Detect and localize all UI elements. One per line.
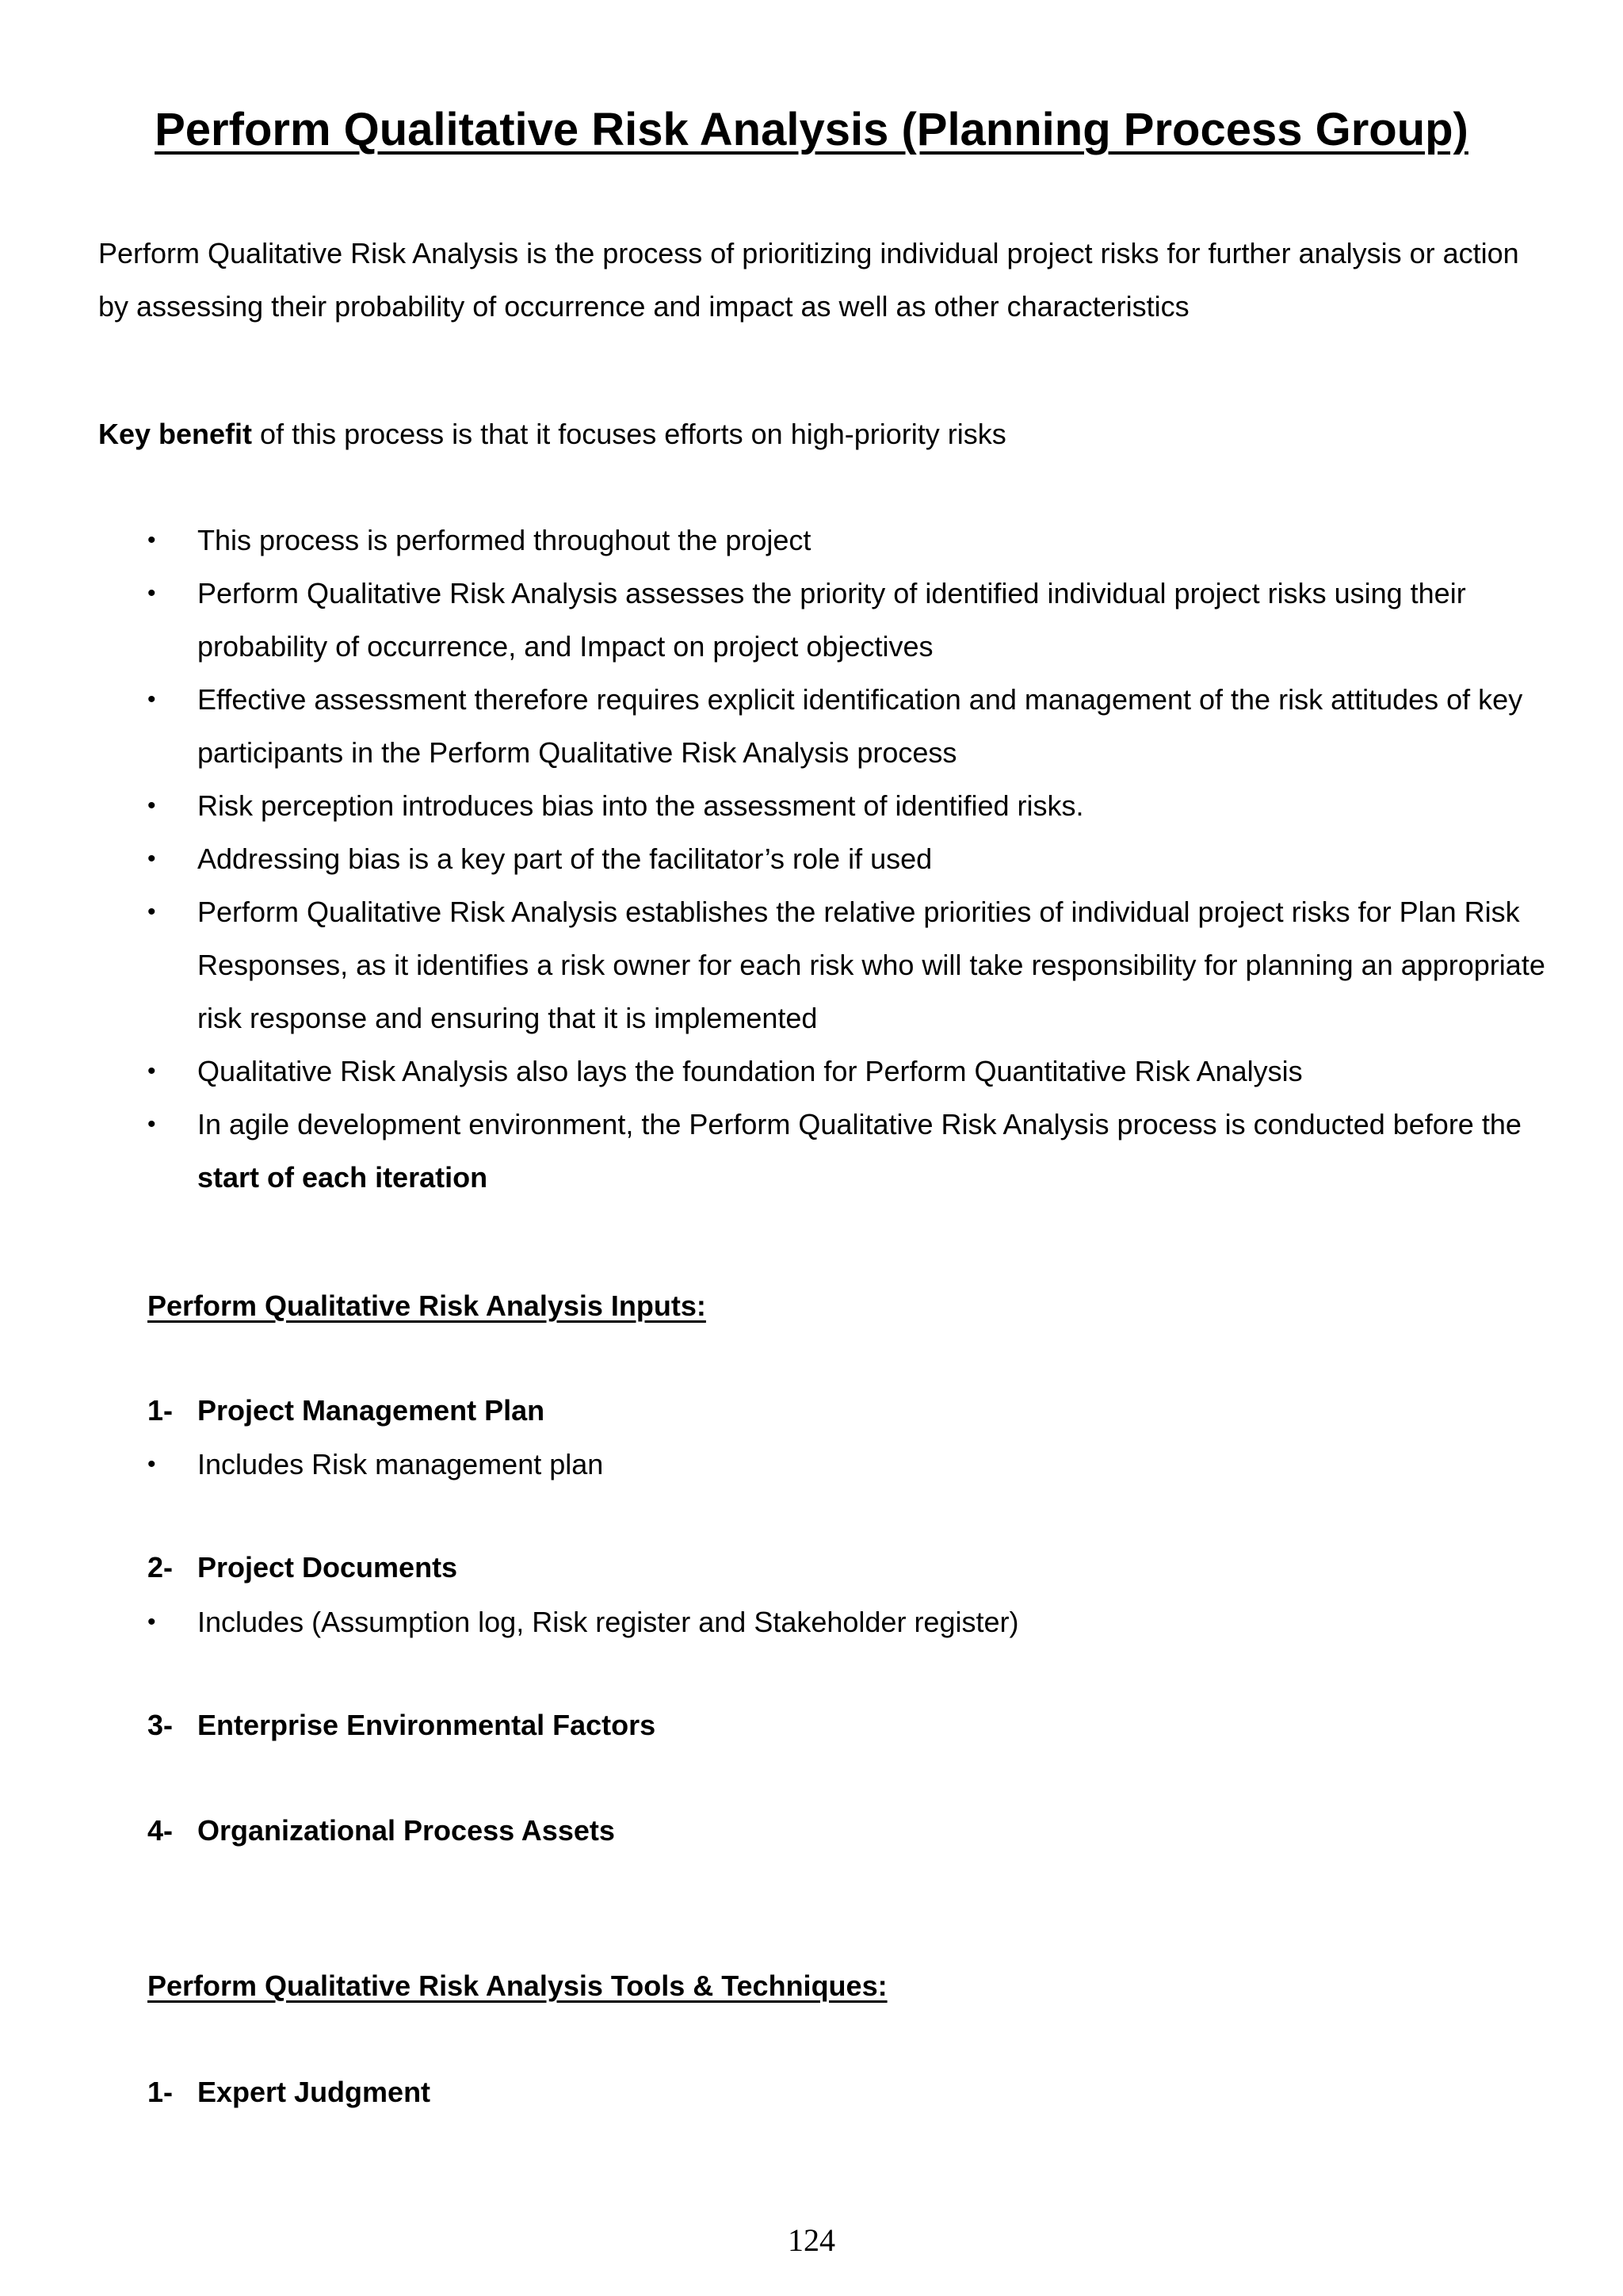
key-benefit-paragraph	[98, 407, 1549, 460]
tool-item-expert-judgment	[147, 2065, 430, 2118]
tool-item-number: 1-	[147, 2076, 174, 2108]
input-item-enterprise-environmental-factors	[147, 1698, 655, 1752]
tools-heading: Perform Qualitative Risk Analysis Tools & Techniques:	[147, 1969, 888, 2002]
input-item-organizational-process-assets	[147, 1804, 615, 1857]
input-item-label: Project Management Plan	[197, 1394, 545, 1427]
bullet-item: • Qualitative Risk Analysis also lays the foundation for Perform Quantitative Risk Analysis	[98, 1045, 1549, 1098]
input-item-label: Project Documents	[197, 1551, 458, 1584]
key-benefit-text: of this process is that it focuses efforts on high-priority risks	[252, 418, 1006, 450]
input-item-label: Enterprise Environmental Factors	[197, 1709, 656, 1741]
input-item-label: Organizational Process Assets	[197, 1814, 615, 1847]
bullet-item: • Risk perception introduces bias into the assessment of identified risks.	[98, 779, 1549, 832]
key-benefit-label: Key benefit	[98, 418, 253, 450]
page-number: 124	[788, 2222, 835, 2258]
input-item-number: 1-	[147, 1394, 174, 1427]
bullet-item: • Perform Qualitative Risk Analysis establishes the relative priorities of individual project risks for Plan Risk Responses, as it identifies a risk owner for each risk who will take responsibility for planning an appropriate risk response and ensuring that it is implemented	[98, 885, 1549, 1045]
input-item-number: 2-	[147, 1551, 174, 1584]
input-sub-bullet: • Includes Risk management plan	[98, 1438, 1549, 1491]
bullet-item-agile	[98, 1098, 1549, 1204]
input-sub-bullet: • Includes (Assumption log, Risk register and Stakeholder register)	[98, 1595, 1549, 1648]
bullet-item: • Perform Qualitative Risk Analysis assesses the priority of identified individual project risks using their probability of occurrence, and Impact on project objectives	[98, 567, 1549, 673]
tool-item-label: Expert Judgment	[197, 2076, 431, 2108]
input-item-project-documents	[147, 1541, 457, 1594]
input-sub-list	[98, 1595, 1549, 1648]
bullet-item: • Addressing bias is a key part of the facilitator’s role if used	[98, 832, 1549, 885]
bullet-item: • Effective assessment therefore requires explicit identification and management of the risk attitudes of key participants in the Perform Qualitative Risk Analysis process	[98, 673, 1549, 779]
input-sub-list	[98, 1438, 1549, 1491]
input-item-project-management-plan	[147, 1384, 544, 1437]
agile-bullet-bold: start of each iteration	[197, 1161, 488, 1194]
page-title: Perform Qualitative Risk Analysis (Planning Process Group)	[155, 104, 1468, 155]
process-bullet-list	[98, 514, 1549, 1204]
bullet-item: • This process is performed throughout the project	[98, 514, 1549, 567]
input-item-number: 4-	[147, 1814, 174, 1847]
inputs-heading: Perform Qualitative Risk Analysis Inputs:	[147, 1289, 706, 1322]
agile-bullet-text: In agile development environment, the Perform Qualitative Risk Analysis process is conducted before the	[197, 1108, 1522, 1140]
intro-paragraph: Perform Qualitative Risk Analysis is the process of prioritizing individual project risks for further analysis or action by assessing their probability of occurrence and impact as well as other characteristics	[98, 237, 1519, 323]
input-item-number: 3-	[147, 1709, 174, 1741]
